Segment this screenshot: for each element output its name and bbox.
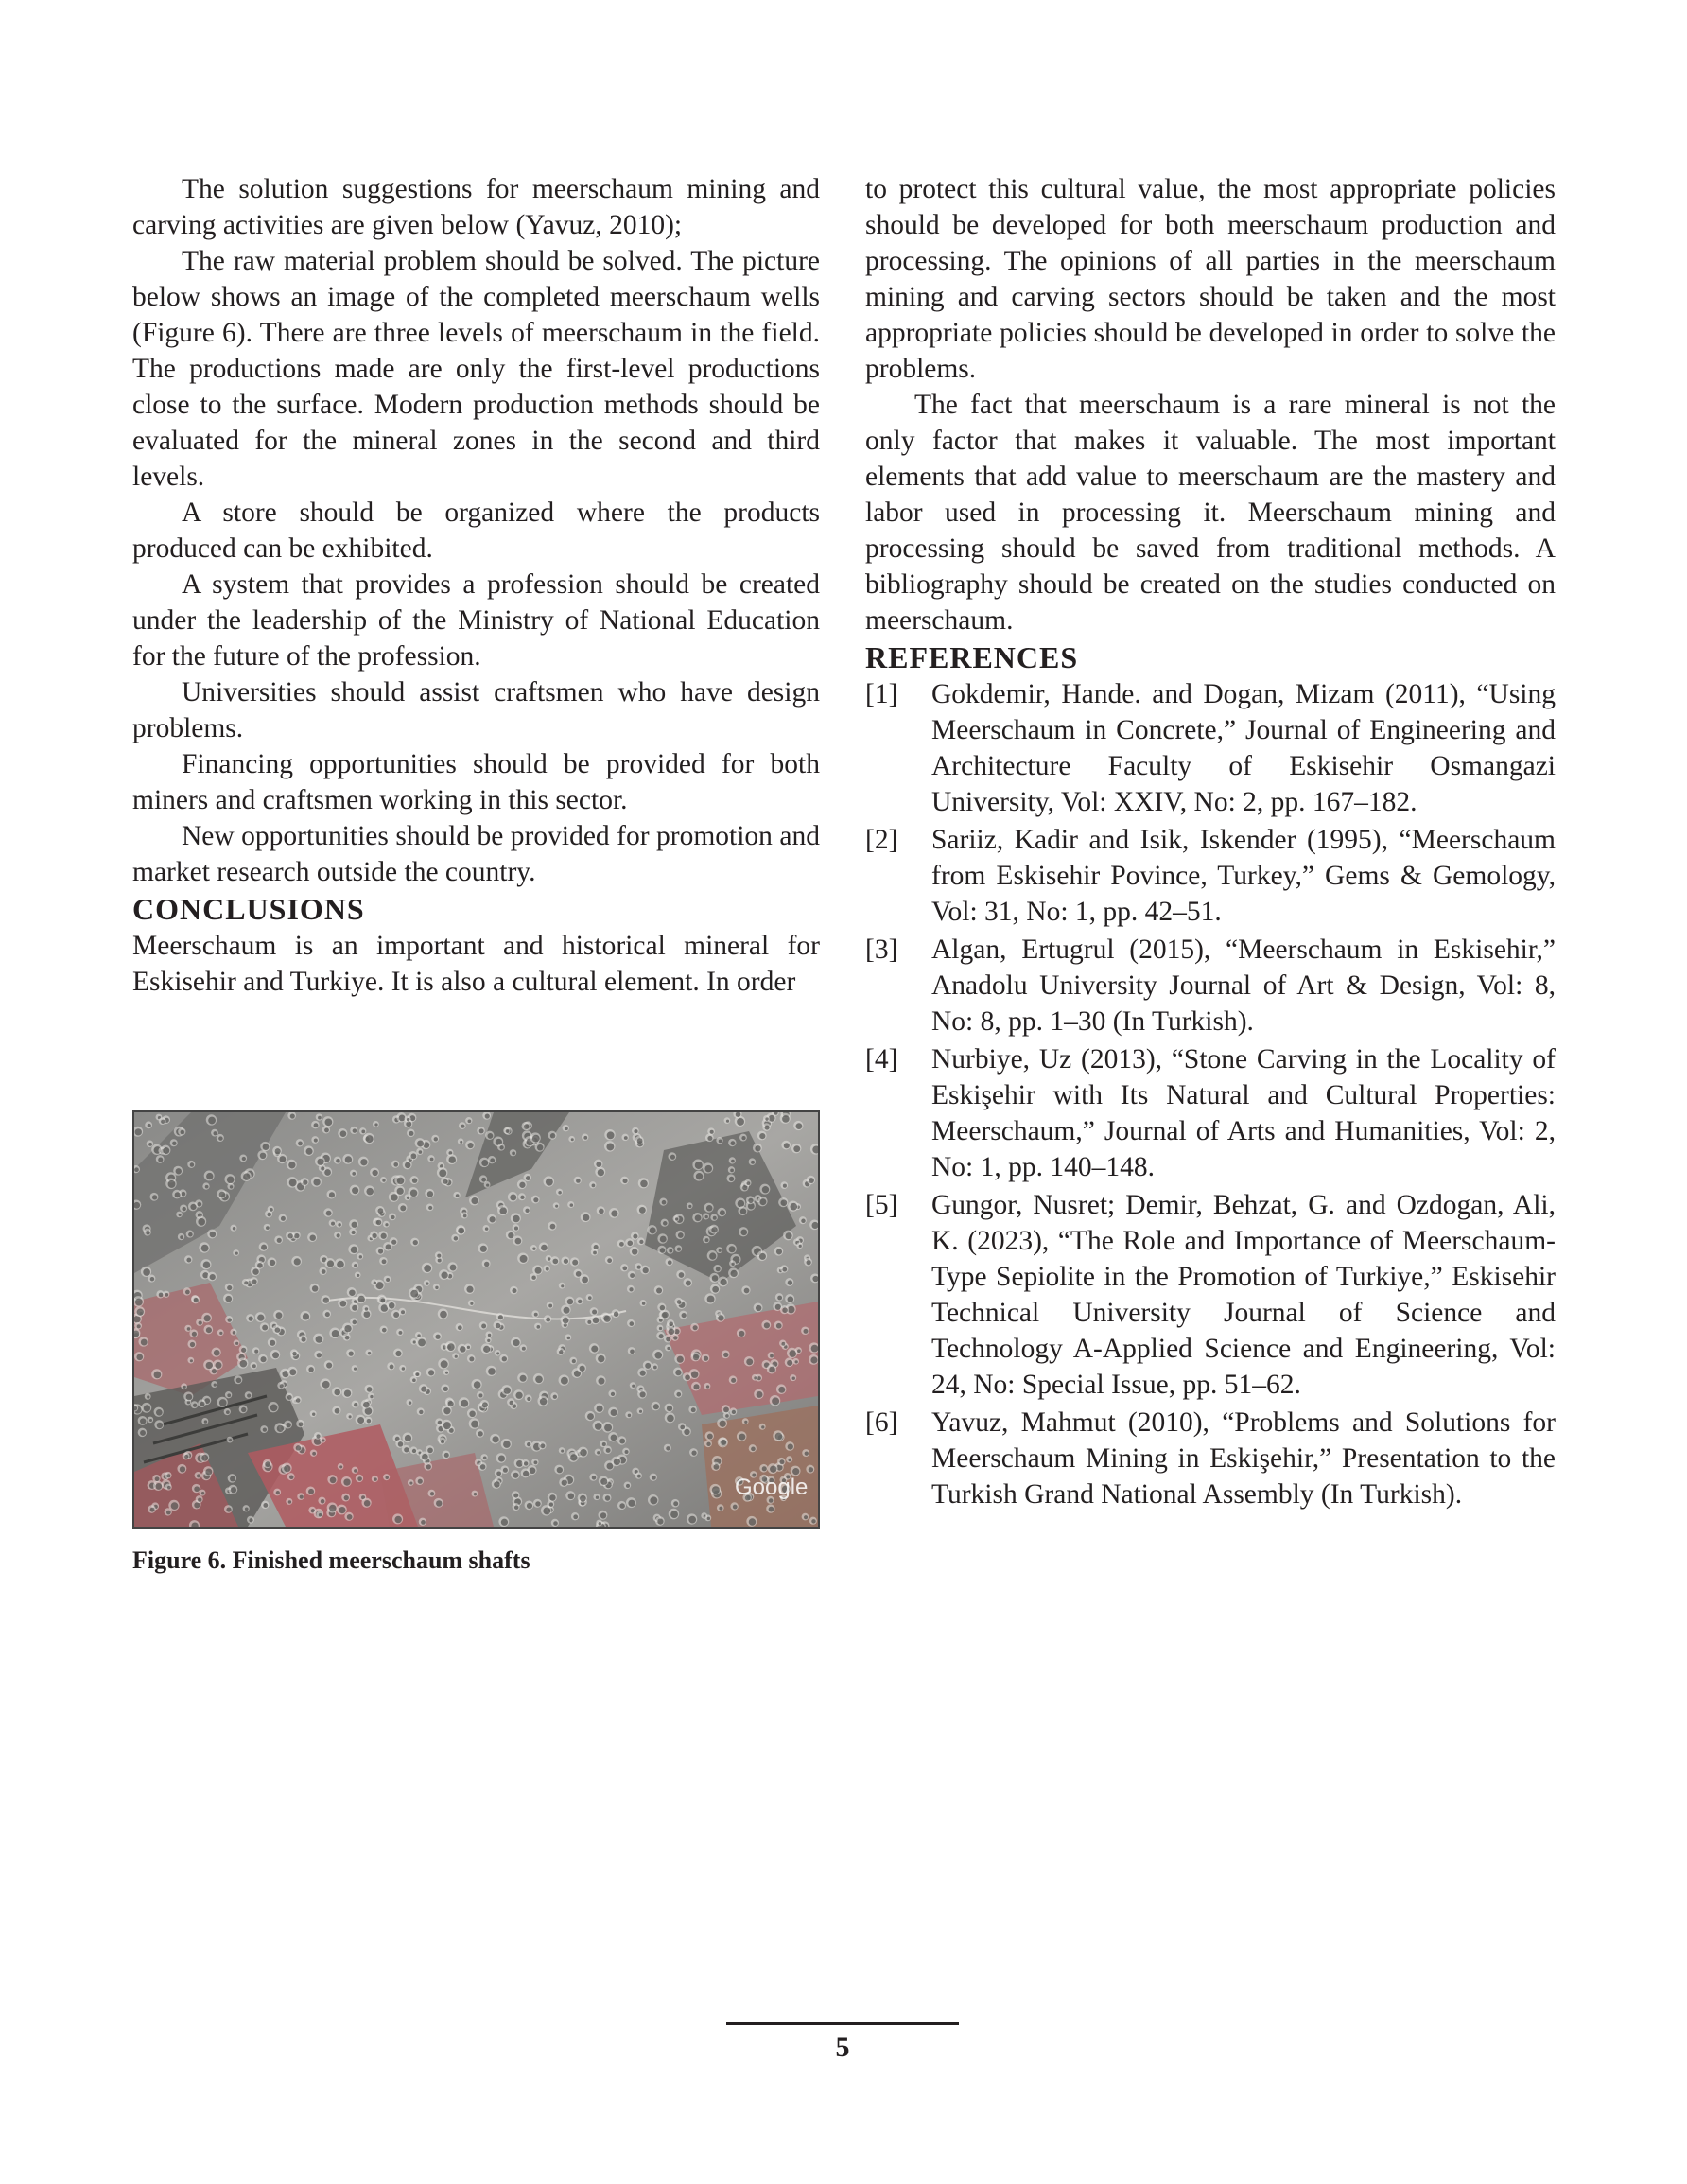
reference-number: [6]: [865, 1407, 898, 1438]
conclusions-heading: CONCLUSIONS: [132, 892, 365, 926]
satellite-image: [134, 1112, 818, 1527]
body-paragraph: A store should be organized where the products produced can be exhibited.: [132, 498, 820, 564]
reference-item: [865, 676, 1556, 820]
page-number-rule: [726, 2022, 959, 2025]
reference-number: [2]: [865, 825, 898, 855]
left-column: [132, 171, 820, 1000]
reference-list: [865, 676, 1556, 1512]
conclusions-paragraph: Meerschaum is an important and historical mineral for Eskisehir and Turkiye. It is also a cultural element. In order: [132, 931, 820, 997]
references-heading: REFERENCES: [865, 640, 1079, 674]
body-paragraph: New opportunities should be provided for promotion and market research outside the country.: [132, 821, 820, 887]
reference-text: Yavuz, Mahmut (2010), “Problems and Solutions for Meerschaum Mining in Eskişehir,” Presentation to the Turkish Grand National Assembly (In Turkish).: [931, 1407, 1556, 1510]
reference-text: Gokdemir, Hande. and Dogan, Mizam (2011), “Using Meerschaum in Concrete,” Journal of Engineering and Architecture Faculty of Eskisehir Osmangazi University, Vol: XXIV, No: 2, pp. 167–182.: [931, 679, 1556, 817]
figure-6-satellite-image: [132, 1110, 820, 1529]
reference-text: Gungor, Nusret; Demir, Behzat, G. and Ozdogan, Ali, K. (2023), “The Role and Importance of Meerschaum-Type Sepiolite in the Promotion of Turkiye,” Eskisehir Technical University Journal of Science and Technology A-Applied Science and Engineering, Vol: 24, No: Special Issue, pp. 51–62.: [931, 1190, 1556, 1400]
google-watermark: Google: [735, 1475, 809, 1500]
body-paragraph: Financing opportunities should be provided for both miners and craftsmen working in this sector.: [132, 749, 820, 815]
reference-item: [865, 1041, 1556, 1185]
body-paragraph: The fact that meerschaum is a rare mineral is not the only factor that makes it valuable. The most important elements that add value to meerschaum are the mastery and labor used in processing it. Meerschaum mining and processing should be saved from traditional methods. A bibliography should be created on the studies conducted on meerschaum.: [865, 390, 1556, 636]
reference-item: [865, 822, 1556, 930]
body-paragraph: The solution suggestions for meerschaum mining and carving activities are given below (Yavuz, 2010);: [132, 174, 820, 240]
body-paragraph: Universities should assist craftsmen who have design problems.: [132, 677, 820, 743]
body-paragraph: to protect this cultural value, the most appropriate policies should be developed for both meerschaum production and processing. The opinions of all parties in the meerschaum mining and carving sectors should be taken and the most appropriate policies should be developed in order to solve the problems.: [865, 174, 1556, 384]
reference-item: [865, 1405, 1556, 1512]
reference-number: [3]: [865, 935, 898, 965]
figure-caption: Figure 6. Finished meerschaum shafts: [132, 1546, 530, 1574]
reference-number: [5]: [865, 1190, 898, 1220]
right-column: [865, 171, 1556, 1514]
reference-item: [865, 932, 1556, 1040]
body-paragraph: The raw material problem should be solved. The picture below shows an image of the completed meerschaum wells (Figure 6). There are three levels of meerschaum in the field. The productions made are only the first-level productions close to the surface. Modern production methods should be evaluated for the mineral zones in the second and third levels.: [132, 246, 820, 492]
page-number: 5: [835, 2032, 850, 2063]
reference-text: Nurbiye, Uz (2013), “Stone Carving in the Locality of Eskişehir with Its Natural and Cultural Properties: Meerschaum,” Journal of Arts and Humanities, Vol: 2, No: 1, pp. 140–148.: [931, 1044, 1556, 1182]
reference-number: [1]: [865, 679, 898, 709]
reference-text: Sariiz, Kadir and Isik, Iskender (1995), “Meerschaum from Eskisehir Povince, Turkey,” Gems & Gemology, Vol: 31, No: 1, pp. 42–51.: [931, 825, 1556, 927]
body-paragraph: A system that provides a profession should be created under the leadership of the Ministry of National Education for the future of the profession.: [132, 569, 820, 672]
reference-text: Algan, Ertugrul (2015), “Meerschaum in Eskisehir,” Anadolu University Journal of Art & Design, Vol: 8, No: 8, pp. 1–30 (In Turkish).: [931, 935, 1556, 1037]
reference-item: [865, 1187, 1556, 1403]
reference-number: [4]: [865, 1044, 898, 1075]
